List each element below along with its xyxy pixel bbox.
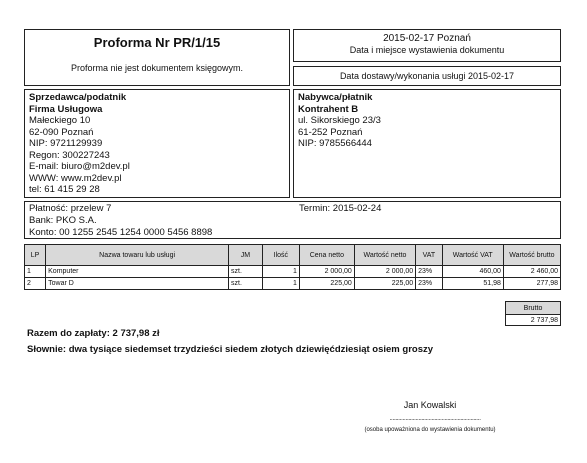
column-header: Nazwa towaru lub usługi [46,245,229,266]
cell-name: Towar D [46,278,229,290]
issue-date-caption: Data i miejsce wystawienia dokumentu [349,45,505,55]
seller-box [24,89,290,198]
seller-address-line: Małeckiego 10 [29,115,91,126]
seller-www: WWW: www.m2dev.pl [29,172,122,184]
column-header: Wartość VAT [442,245,503,266]
table-header-row [25,245,561,266]
cell-net-price: 225,00 [299,278,354,290]
cell-gross-value: 2 460,00 [503,266,560,278]
payment-bank: Bank: PKO S.A. [29,215,97,226]
delivery-date-box [293,66,561,86]
seller-regon: Regon: 300227243 [29,149,110,161]
proforma-note: Proforma nie jest dokumentem księgowym. [70,63,244,73]
seller-phone: tel: 61 415 29 28 [29,184,100,195]
buyer-heading: Nabywca/płatnik [298,92,373,103]
seller-nip: NIP: 9721129939 [29,138,103,149]
buyer-nip: NIP: 9785566444 [298,138,372,149]
buyer-name: Kontrahent B [298,103,359,115]
cell-vat-value: 460,00 [442,266,503,278]
cell-unit: szt. [229,266,263,278]
column-header: Wartość brutto [503,245,560,266]
column-header: VAT [416,245,442,266]
cell-name: Komputer [46,266,229,278]
column-header: Cena netto [299,245,354,266]
cell-gross-value: 277,98 [503,278,560,290]
signature-name: Jan Kowalski [403,400,457,410]
brutto-label: Brutto [506,302,561,315]
column-header: Ilość [262,245,299,266]
seller-name: Firma Usługowa [29,103,103,115]
title-box [24,29,290,86]
cell-vat-value: 51,98 [442,278,503,290]
document-title: Proforma Nr PR/1/15 [93,35,221,50]
cell-qty: 1 [262,278,299,290]
cell-vat-rate: 23% [416,278,442,290]
signature-caption: (osoba upoważniona do wystawienia dokumentu) [364,427,496,433]
column-header: JM [229,245,263,266]
payment-due-date: Termin: 2015-02-24 [299,203,382,214]
brutto-value: 2 737,98 [506,315,561,326]
buyer-address-line: 61-252 Poznań [298,126,363,138]
payment-method: Płatność: przelew 7 [29,203,112,214]
items-table [24,244,561,290]
signature-line: ............................................................... [389,415,481,422]
brutto-box [505,301,561,326]
table-row [25,278,561,290]
total-to-pay: Razem do zapłaty: 2 737,98 zł [27,328,160,339]
issue-date-box [293,29,561,62]
cell-net-value: 2 000,00 [354,266,415,278]
cell-qty: 1 [262,266,299,278]
seller-email: E-mail: biuro@m2dev.pl [29,161,130,172]
cell-vat-rate: 23% [416,266,442,278]
cell-lp: 2 [25,278,46,290]
cell-unit: szt. [229,278,263,290]
payment-box [24,201,561,239]
cell-net-value: 225,00 [354,278,415,290]
amount-in-words: Słownie: dwa tysiące siedemset trzydzieści siedem złotych dziewięćdziesiąt osiem groszy [27,344,434,355]
column-header: LP [25,245,46,266]
issue-date: 2015-02-17 Poznań [383,33,471,44]
seller-address-line: 62-090 Poznań [29,126,94,138]
buyer-box [293,89,561,198]
buyer-address-line: ul. Sikorskiego 23/3 [298,115,381,126]
seller-heading: Sprzedawca/podatnik [29,92,127,103]
cell-lp: 1 [25,266,46,278]
table-row [25,266,561,278]
delivery-date: Data dostawy/wykonania usługi 2015-02-17 [339,71,515,81]
cell-net-price: 2 000,00 [299,266,354,278]
payment-account: Konto: 00 1255 2545 1254 0000 5456 8898 [29,227,213,238]
column-header: Wartość netto [354,245,415,266]
